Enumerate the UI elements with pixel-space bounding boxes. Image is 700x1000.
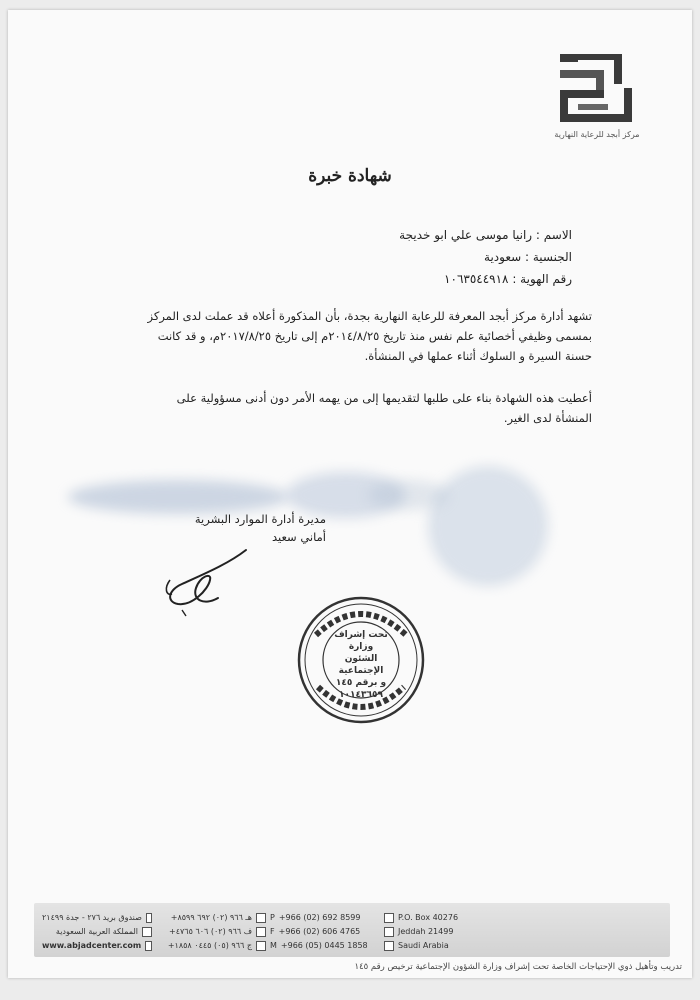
scan-smudge xyxy=(428,466,548,586)
footer-text: هـ ٩٦٦ (٠٢) ٦٩٢ ٨٥٩٩+ xyxy=(170,913,252,922)
body-line: حسنة السيرة و السلوك أثناء عملها في المنشأة. xyxy=(364,349,592,363)
contact-footer xyxy=(34,903,670,957)
phone-icon xyxy=(256,913,266,923)
field-id-number: رقم الهوية : ١٠٦٣٥٤٤٩١٨ xyxy=(444,272,572,286)
stamp-line: وزارة xyxy=(348,642,374,652)
scan-smudge xyxy=(68,480,288,514)
stamp-line: ١٠١٤٣٦٥٩ xyxy=(339,690,383,700)
body-line: تشهد أدارة مركز أبجد المعرفة للرعاية النهارية بجدة، بأن المذكورة أعلاه قد عملت لدى المركز xyxy=(147,309,592,323)
footer-text: صندوق بريد ٢٧٦ - جدة ٢١٤٩٩ xyxy=(42,913,142,922)
field-nationality-label: الجنسية xyxy=(532,250,572,264)
abjad-logo-icon xyxy=(558,48,636,128)
location-icon xyxy=(384,927,394,937)
footer-arabic-phones xyxy=(158,911,266,953)
box-icon xyxy=(384,913,394,923)
mobile-icon xyxy=(256,941,266,951)
field-id-value: ١٠٦٣٥٤٤٩١٨ xyxy=(444,272,509,286)
body-line: المنشأة لدى الغير. xyxy=(503,411,592,425)
footer-text: Jeddah 21499 xyxy=(398,927,454,936)
field-name-value: رانيا موسى علي ابو خديجة xyxy=(399,228,533,242)
location-icon xyxy=(142,927,152,937)
mobile-prefix: M xyxy=(270,941,277,950)
official-stamp xyxy=(296,595,426,725)
field-name-label: الاسم xyxy=(543,228,572,242)
license-note: تدريب وتأهيل ذوي الإحتياجات الخاصة تحت إشراف وزارة الشؤون الإجتماعية ترخيص رقم ١٤٥ xyxy=(354,962,682,972)
footer-english-phones xyxy=(270,911,376,953)
certificate-page xyxy=(8,10,692,978)
web-icon xyxy=(145,941,152,951)
footer-text: ج ٩٦٦ (٠٥) ٠٤٤٥ ١٨٥٨+ xyxy=(167,941,252,950)
footer-text: P.O. Box 40276 xyxy=(398,913,459,922)
body-line: بمسمى وظيفي أخصائية علم نفس منذ تاريخ ٢٠١٤/٨/٢٥م إلى تاريخ ٢٠١٧/٨/٢٥م، و قد كانت xyxy=(157,329,592,343)
stamp-text xyxy=(324,629,398,701)
footer-english-address xyxy=(384,911,494,953)
phone-prefix: P xyxy=(270,913,275,922)
logo-caption: مركز أبجد للرعاية النهارية xyxy=(554,130,640,139)
field-nationality: الجنسية : سعودية xyxy=(484,250,572,264)
stamp-line: الشئون الإجتماعية xyxy=(338,654,384,676)
fax-icon xyxy=(256,927,266,937)
footer-text: +966 (02) 606 4765 xyxy=(278,927,361,936)
stamp-line: و برقم ١٤٥ xyxy=(335,678,387,688)
fax-prefix: F xyxy=(270,927,275,936)
field-id-label: رقم الهوية xyxy=(520,272,572,286)
document-title: شهادة خبرة xyxy=(308,166,392,186)
footer-text: +966 (05) 0445 1858 xyxy=(280,941,368,950)
footer-text: ف ٩٦٦ (٠٢) ٦٠٦ ٤٧٦٥+ xyxy=(169,927,252,936)
website-link[interactable]: www.abjadcenter.com xyxy=(42,941,142,950)
globe-icon xyxy=(384,941,394,951)
footer-text: +966 (02) 692 8599 xyxy=(278,913,361,922)
signatory-position: مديرة أدارة الموارد البشرية xyxy=(194,512,326,526)
box-icon xyxy=(146,913,152,923)
footer-text: المملكة العربية السعودية xyxy=(55,927,138,936)
handwritten-signature xyxy=(148,540,258,620)
field-nationality-value: سعودية xyxy=(484,250,522,264)
body-paragraph-2 xyxy=(82,388,592,428)
body-line: أعطيت هذه الشهادة بناء على طلبها لتقديمها إلى من يهمه الأمر دون أدنى مسؤولية على xyxy=(176,391,592,405)
footer-arabic-address xyxy=(42,911,152,953)
scan-smudge xyxy=(368,480,448,510)
stamp-line: تحت إشراف xyxy=(334,630,388,640)
footer-text: Saudi Arabia xyxy=(398,941,449,950)
field-name: الاسم : رانيا موسى علي ابو خديجة xyxy=(399,228,572,242)
signatory-name: أماني سعيد xyxy=(272,530,326,544)
body-paragraph-1 xyxy=(82,306,592,366)
center-logo xyxy=(554,48,640,139)
